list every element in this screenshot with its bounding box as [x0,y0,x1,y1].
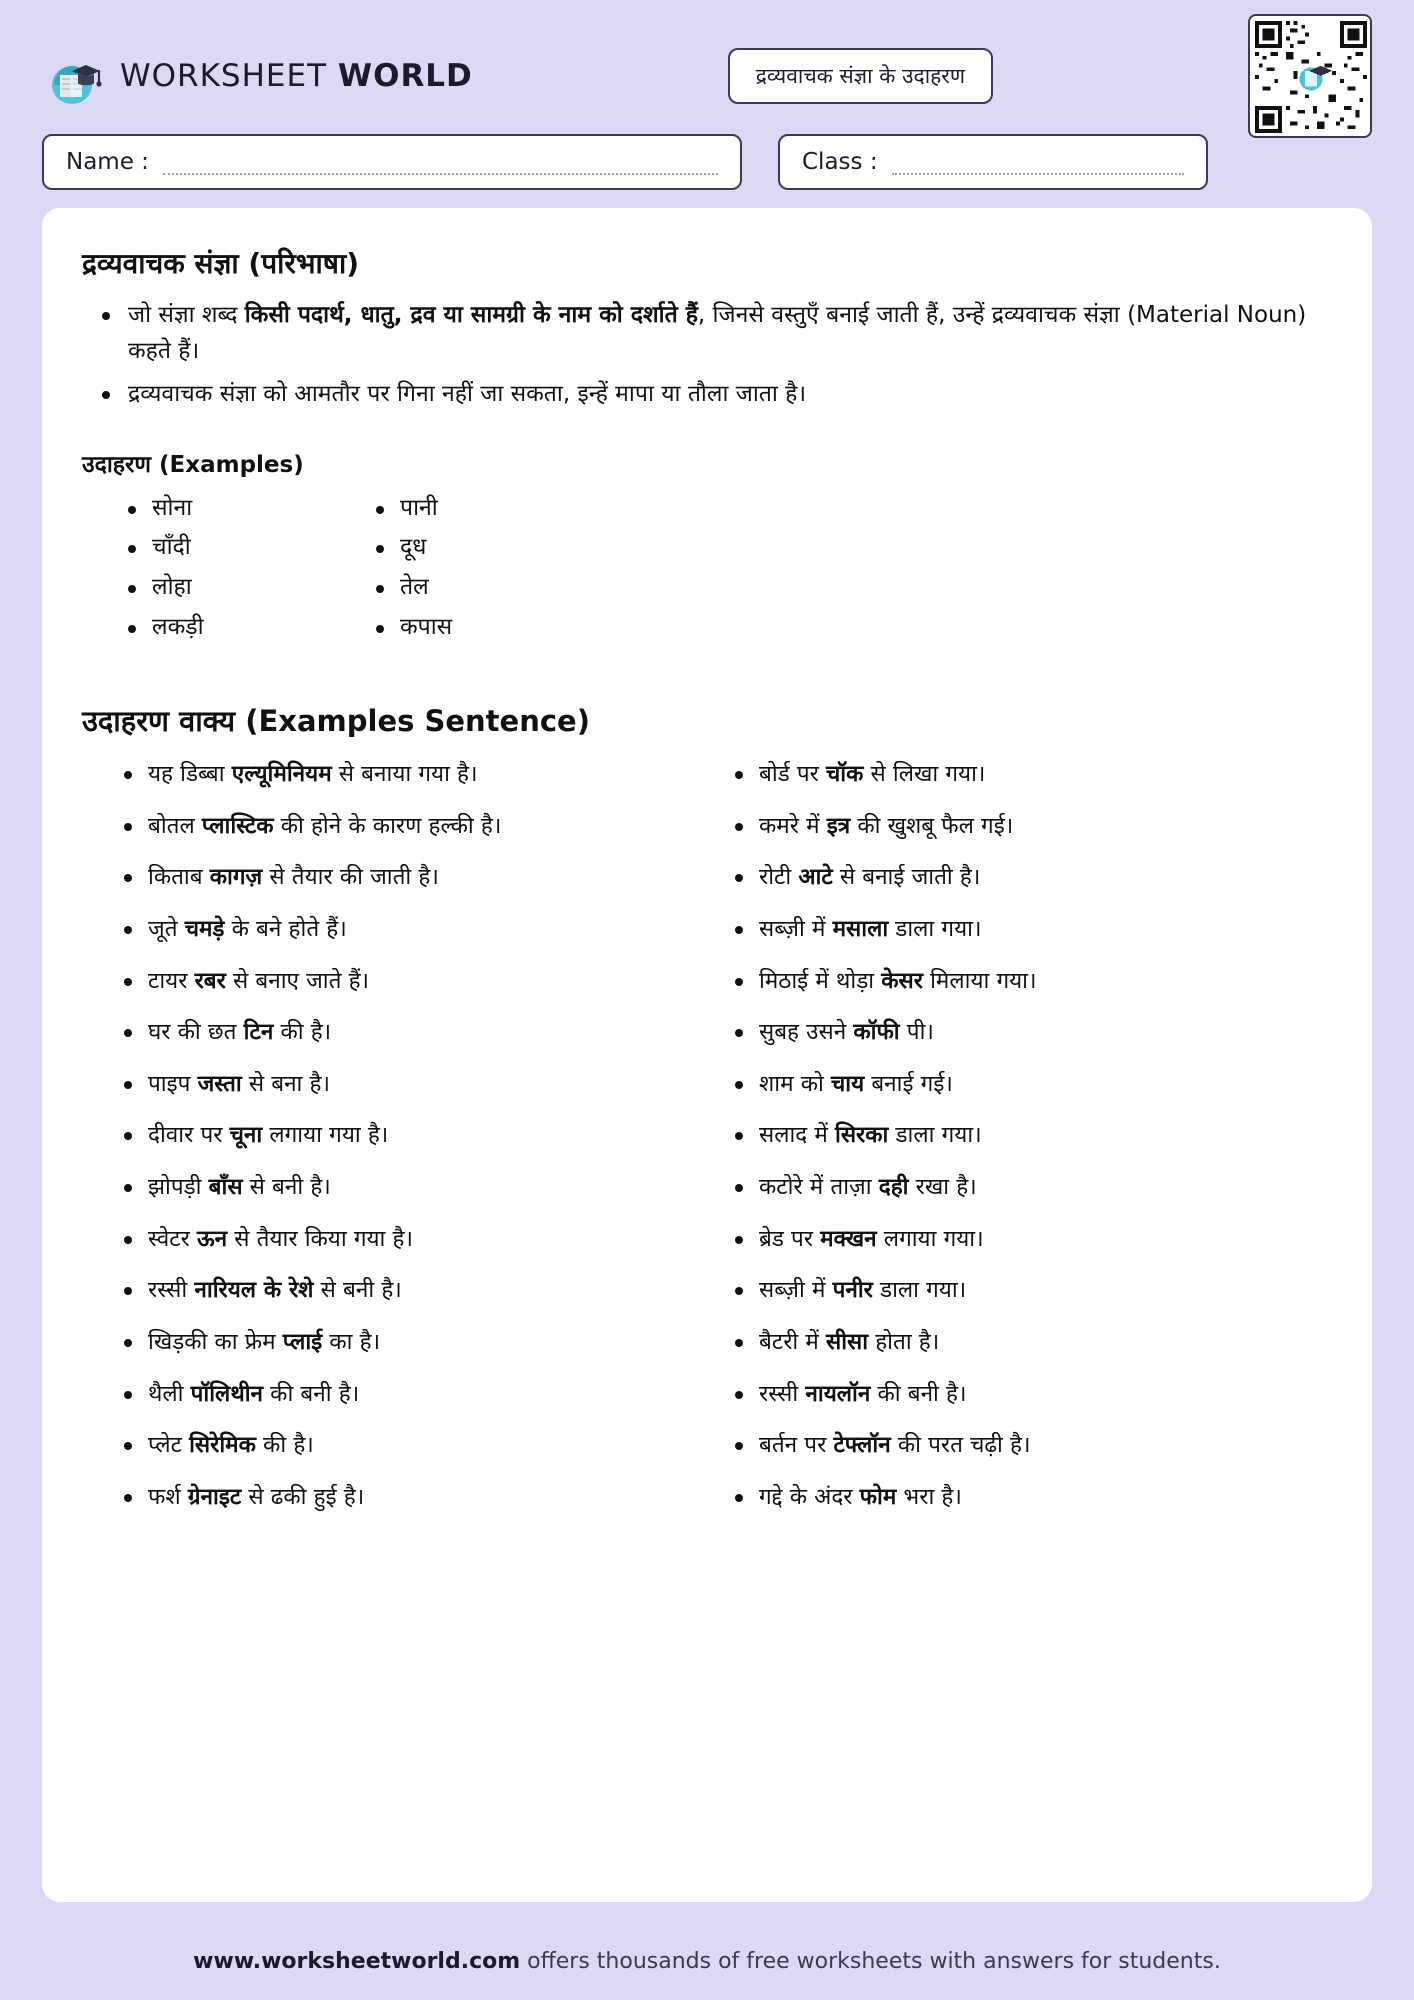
sentence-keyword: फोम [859,1483,897,1510]
sentence-post: से बनाया गया है। [331,761,478,788]
class-field[interactable] [778,134,1208,190]
sentence-keyword: पॉलिथीन [190,1380,264,1407]
sentence-pre: सब्ज़ी में [759,1277,833,1304]
sentence-post: भरा है। [896,1483,962,1510]
list-item [118,1378,721,1411]
name-input[interactable] [163,149,718,175]
sentence-pre: रस्सी [148,1277,195,1304]
list-item [118,1481,721,1514]
qr-code-icon[interactable] [1248,14,1372,138]
sentence-pre: रोटी [759,864,799,891]
sentence-pre: किताब [148,864,210,891]
brand [42,45,473,107]
sentence-post: से तैयार की जाती है। [262,864,439,891]
sentence-pre: थैली [148,1380,191,1407]
list-item [729,861,1332,894]
list-item [118,1119,721,1152]
list-item: पानी [374,489,622,529]
examples-columns [82,489,1332,647]
sentence-pre: रस्सी [759,1380,806,1407]
footer-url[interactable]: www.worksheetworld.com [193,1949,521,1974]
list-item [118,1429,721,1462]
sentence-keyword: बाँस [208,1174,243,1201]
sentence-pre: कटोरे में ताज़ा [759,1174,879,1201]
sentence-post: की होने के कारण हल्की है। [273,812,502,839]
sentence-keyword: टेफ्लॉन [833,1432,891,1459]
list-item [729,1068,1332,1101]
examples-column-2 [374,489,622,647]
brand-title-bold: WORLD [337,58,473,94]
sentence-keyword: चॉक [826,761,864,788]
list-item: चाँदी [126,528,374,568]
sentence-post: की है। [255,1432,314,1459]
brand-title [120,58,473,94]
sentence-post: से लिखा गया। [863,761,986,788]
sentence-post: की खुशबू फैल गई। [850,812,1014,839]
sentence-keyword: टिन [243,1019,274,1046]
sentence-pre: घर की छत [148,1019,244,1046]
sentence-pre: सुबह उसने [759,1019,854,1046]
sentence-keyword: जस्ता [197,1070,242,1097]
list-item [729,1171,1332,1204]
list-item [118,1171,721,1204]
sentence-pre: शाम को [759,1070,831,1097]
sentence-pre: मिठाई में थोड़ा [759,967,882,994]
sentence-post: की है। [273,1019,332,1046]
definition-heading: द्रव्यवाचक संज्ञा (परिभाषा) [82,247,359,280]
sentence-post: बनाई गई। [864,1070,953,1097]
name-label: Name : [66,149,149,175]
sentence-post: डाला गया। [872,1277,967,1304]
list-item [729,1378,1332,1411]
examples-column-1 [126,489,374,647]
sentence-post: के बने होते हैं। [224,915,347,942]
sentence-pre: बोर्ड पर [759,761,826,788]
sentence-keyword: इत्र [826,812,851,839]
student-fields [42,134,1372,190]
list-item [118,965,721,998]
sentence-pre: फर्श [148,1483,188,1510]
sentence-pre: प्लेट [148,1432,190,1459]
sentence-post: डाला गया। [888,1122,982,1149]
sentence-keyword: पनीर [832,1277,873,1304]
sentence-post: से बनी है। [242,1174,331,1201]
class-label: Class : [802,149,878,175]
list-item [729,1223,1332,1256]
sentence-keyword: एल्यूमिनियम [231,761,332,788]
sentence-pre: बर्तन पर [759,1432,834,1459]
list-item [729,1119,1332,1152]
list-item [729,1429,1332,1462]
sentence-pre: टायर [148,967,195,994]
list-item [118,1326,721,1359]
sentence-pre: ब्रेड पर [759,1225,821,1252]
list-item [118,1016,721,1049]
sentence-pre: बोतल [148,812,202,839]
sentence-keyword: मक्खन [820,1225,877,1252]
sentences-column-2 [729,758,1332,1532]
footer [0,1949,1414,1974]
sentence-post: लगाया गया है। [262,1122,389,1149]
sentence-keyword: सिरका [835,1122,889,1149]
sentence-post: से ढकी हुई है। [241,1483,365,1510]
sentence-post: की बनी है। [263,1380,360,1407]
sentence-keyword: मसाला [832,915,889,942]
sentence-keyword: प्लाई [282,1328,323,1355]
list-item [124,298,1332,369]
list-item [729,965,1332,998]
sentence-post: डाला गया। [888,915,982,942]
sentence-keyword: कागज़ [209,864,263,891]
sentences-columns [82,758,1332,1532]
sentence-post: से बनी है। [313,1277,402,1304]
footer-text: offers thousands of free worksheets with answers for students. [520,1949,1221,1974]
worksheet-body [42,208,1372,1902]
page-header [42,28,1372,124]
sentence-keyword: सिरेमिक [189,1432,256,1459]
sentence-pre: यह डिब्बा [148,761,232,788]
sentence-post: मिलाया गया। [922,967,1037,994]
list-item [729,758,1332,791]
definition-list [82,298,1332,413]
sentence-post: की परत चढ़ी है। [890,1432,1031,1459]
sentence-post: से बना है। [241,1070,331,1097]
sentence-pre: कमरे में [759,812,827,839]
sentence-pre: जूते [148,915,185,942]
list-item [729,913,1332,946]
list-item [124,377,1332,413]
sentence-post: की बनी है। [870,1380,967,1407]
list-item [118,861,721,894]
sentence-keyword: चाय [831,1070,865,1097]
list-item [729,1326,1332,1359]
list-item [118,913,721,946]
sentence-pre: खिड़की का फ्रेम [148,1328,283,1355]
sentence-pre: झोपड़ी [148,1174,209,1201]
sentence-post: से बनाए जाते हैं। [225,967,370,994]
sentence-keyword: आटे [798,864,833,891]
sentence-post: से तैयार किया गया है। [227,1225,414,1252]
definition-bold: किसी पदार्थ, धातु, द्रव या सामग्री के नाम को दर्शाते हैं [244,302,698,328]
sentences-heading: उदाहरण वाक्य (Examples Sentence) [82,704,590,739]
sentence-keyword: प्लास्टिक [201,812,274,839]
list-item [729,1481,1332,1514]
sentence-pre: स्वेटर [148,1225,197,1252]
worksheet-topic-title: द्रव्यवाचक संज्ञा के उदाहरण [728,48,993,104]
list-item: तेल [374,568,622,608]
sentence-pre: पाइप [148,1070,198,1097]
list-item: लकड़ी [126,608,374,648]
definition-pre: द्रव्यवाचक संज्ञा को आमतौर पर गिना नहीं जा सकता, इन्हें मापा या तौला जाता है। [128,381,807,408]
sentence-keyword: केसर [881,967,923,994]
sentences-column-1 [118,758,721,1532]
list-item [118,1223,721,1256]
name-field[interactable] [42,134,742,190]
list-item [729,1016,1332,1049]
examples-heading: उदाहरण (Examples) [82,451,304,478]
list-item: सोना [126,489,374,529]
sentence-keyword: सीसा [825,1328,869,1355]
sentence-keyword: ऊन [196,1225,228,1252]
sentence-post: होता है। [868,1328,940,1355]
list-item [729,810,1332,843]
list-item: दूध [374,528,622,568]
sentence-keyword: कॉफी [853,1019,900,1046]
sentence-keyword: रबर [194,967,226,994]
sentence-post: से बनाई जाती है। [832,864,981,891]
sentence-pre: दीवार पर [148,1122,230,1149]
sentence-post: पी। [899,1019,934,1046]
sentence-keyword: चमड़े [184,915,225,942]
sentence-post: लगाया गया। [876,1225,984,1252]
sentence-keyword: चूना [229,1122,263,1149]
definition-post: , जिनसे वस्तुएँ बनाई जाती हैं, उन्हें द्रव्यवाचक संज्ञा (Material Noun) कहते हैं। [128,302,1307,364]
sentence-keyword: नारियल के रेशे [194,1277,314,1304]
list-item [118,1274,721,1307]
list-item [118,758,721,791]
sentence-pre: सलाद में [759,1122,835,1149]
list-item [118,810,721,843]
graduation-cap-book-icon [42,45,104,107]
class-input[interactable] [892,149,1184,175]
sentence-keyword: दही [878,1174,909,1201]
sentence-post: का है। [322,1328,381,1355]
sentence-pre: गद्दे के अंदर [759,1483,860,1510]
sentence-pre: बैटरी में [759,1328,826,1355]
list-item [729,1274,1332,1307]
sentence-post: रखा है। [908,1174,977,1201]
list-item: कपास [374,608,622,648]
list-item: लोहा [126,568,374,608]
sentence-keyword: ग्रेनाइट [187,1483,242,1510]
list-item [118,1068,721,1101]
sentence-pre: सब्ज़ी में [759,915,833,942]
brand-title-light: WORKSHEET [120,58,328,94]
definition-pre: जो संज्ञा शब्द [128,302,245,328]
sentence-keyword: नायलॉन [805,1380,871,1407]
